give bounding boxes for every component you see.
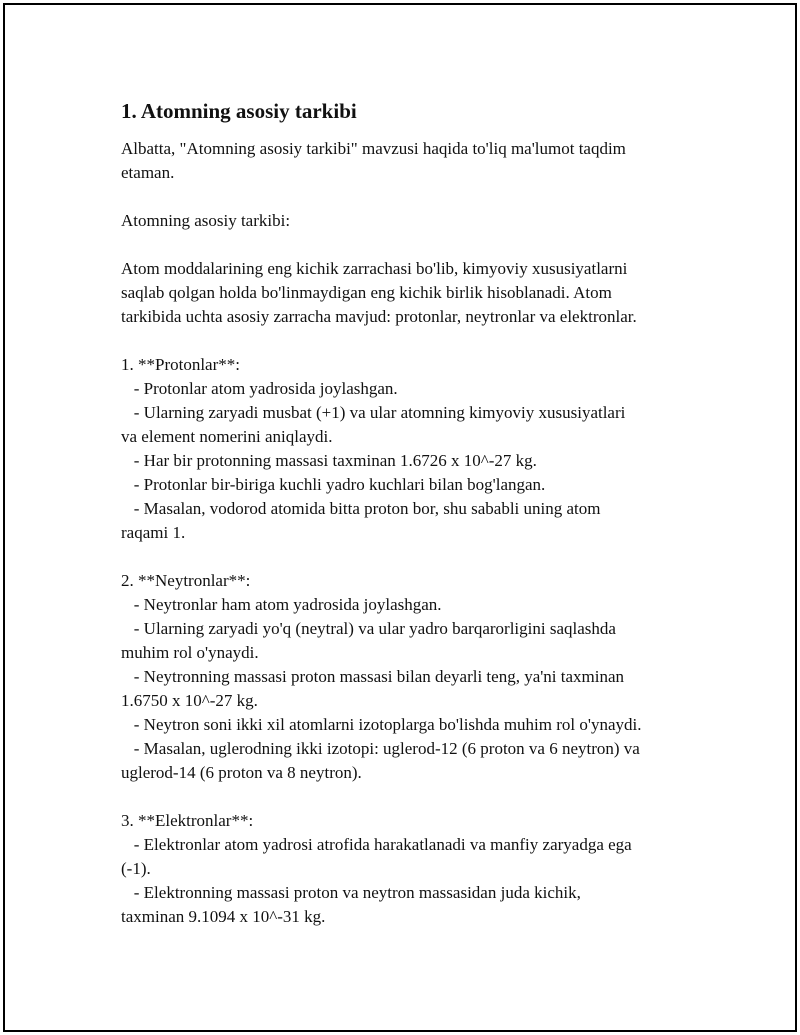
text-line: uglerod-14 (6 proton va 8 neytron). [121, 763, 362, 782]
text-line: - Protonlar atom yadrosida joylashgan. [121, 379, 398, 398]
text-line: - Neytron soni ikki xil atomlarni izotoplarga bo'lishda muhim rol o'ynaydi. [121, 715, 642, 734]
text-line: - Masalan, uglerodning ikki izotopi: uglerod-12 (6 proton va 6 neytron) va [121, 739, 640, 758]
text-lines [121, 137, 711, 929]
text-line: - Har bir protonning massasi taxminan 1.6726 x 10^-27 kg. [121, 451, 537, 470]
text-line: Atomning asosiy tarkibi: [121, 211, 291, 230]
text-line: Albatta, "Atomning asosiy tarkibi" mavzusi haqida to'liq ma'lumot taqdim [121, 139, 626, 158]
text-line: saqlab qolgan holda bo'linmaydigan eng kichik birlik hisoblanadi. Atom [121, 283, 612, 302]
blank-line [121, 329, 711, 353]
text-line: etaman. [121, 163, 175, 182]
blank-line [121, 185, 711, 209]
text-line: taxminan 9.1094 x 10^-31 kg. [121, 907, 326, 926]
text-line: - Elektronning massasi proton va neytron massasidan juda kichik, [121, 883, 581, 902]
text-line: (-1). [121, 859, 151, 878]
text-line: - Neytronning massasi proton massasi bilan deyarli teng, ya'ni taxminan [121, 667, 625, 686]
text-line: 2. **Neytronlar**: [121, 571, 251, 590]
text-line: - Ularning zaryadi yo'q (neytral) va ular yadro barqarorligini saqlashda [121, 619, 616, 638]
text-line: - Elektronlar atom yadrosi atrofida harakatlanadi va manfiy zaryadga ega [121, 835, 632, 854]
text-line: Atom moddalarining eng kichik zarrachasi bo'lib, kimyoviy xususiyatlarni [121, 259, 628, 278]
text-line: va element nomerini aniqlaydi. [121, 427, 333, 446]
text-line: 3. **Elektronlar**: [121, 811, 254, 830]
blank-line [121, 233, 711, 257]
document-body [121, 97, 711, 929]
document-heading: 1. Atomning asosiy tarkibi [121, 99, 357, 123]
text-line: muhim rol o'ynaydi. [121, 643, 259, 662]
page-frame [3, 3, 797, 1032]
text-line: tarkibida uchta asosiy zarracha mavjud: protonlar, neytronlar va elektronlar. [121, 307, 637, 326]
text-line: raqami 1. [121, 523, 186, 542]
text-line: - Ularning zaryadi musbat (+1) va ular atomning kimyoviy xususiyatlari [121, 403, 626, 422]
text-line: - Protonlar bir-biriga kuchli yadro kuchlari bilan bog'langan. [121, 475, 546, 494]
blank-line [121, 785, 711, 809]
text-line: 1. **Protonlar**: [121, 355, 240, 374]
blank-line [121, 545, 711, 569]
text-line: 1.6750 x 10^-27 kg. [121, 691, 258, 710]
text-line: - Neytronlar ham atom yadrosida joylashgan. [121, 595, 442, 614]
text-line: - Masalan, vodorod atomida bitta proton bor, shu sababli uning atom [121, 499, 601, 518]
